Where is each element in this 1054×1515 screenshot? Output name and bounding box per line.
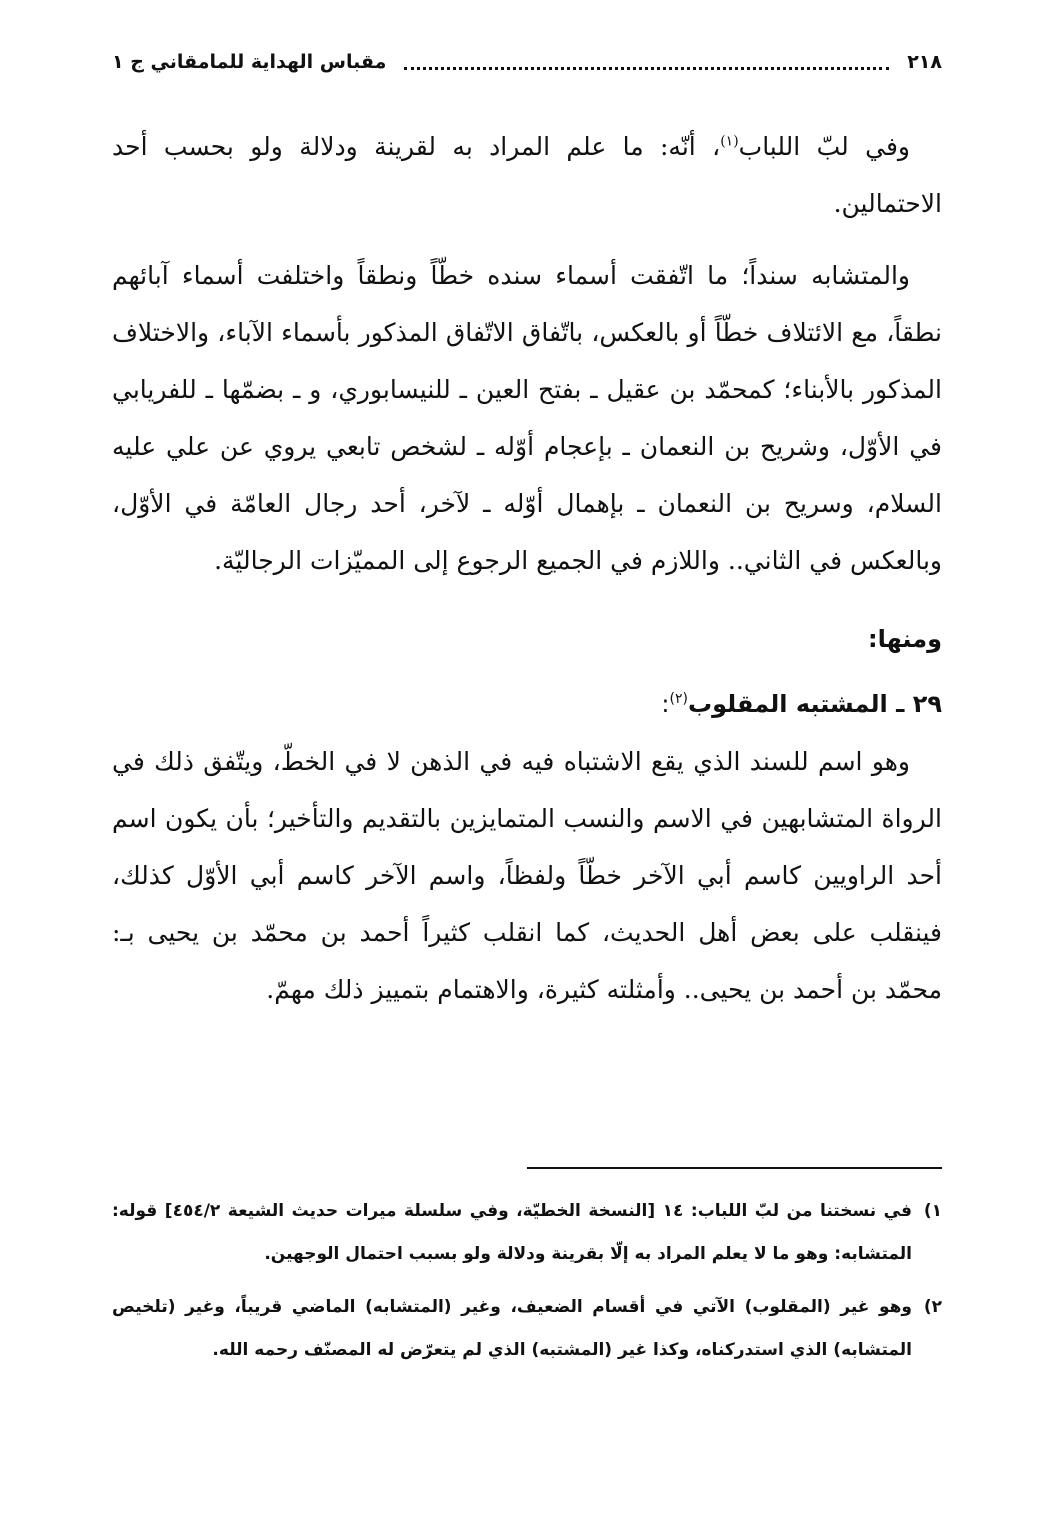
paragraph-maqlub-definition: وهو اسم للسند الذي يقع الاشتباه فيه في الذهن لا في الخطّ، ويتّفق ذلك في الرواة المتشابهين في الاسم والنسب المتمايزين بالتقديم والتأخير؛ بأن يكون اسم أحد الراويين كاسم أبي الآخر خطّاً ولفظاً، واسم الآخر كاسم أبي الأوّل كذلك، فينقلب على بعض أهل الحديث، كما انقلب كثيراً أحمد بن محمّد بن يحيى بـ: محمّد بن أحمد بن يحيى.. وأمثلته كثيرة، والاهتمام بتمييز ذلك مهمّ. — [112, 747, 942, 1004]
main-text — [112, 118, 942, 1033]
paragraph-lubb-al-lubab — [112, 118, 942, 232]
footnote-ref-2: (٢) — [669, 691, 688, 707]
page-header — [112, 42, 942, 82]
section-title-colon: : — [661, 690, 670, 718]
page-number: ٢١٨ — [907, 51, 942, 73]
footnote-2 — [112, 1286, 942, 1372]
footnote-number: ١) — [923, 1201, 942, 1221]
footnote-ref-1: (١) — [720, 133, 739, 150]
subheading-wa-minha: ومنها: — [867, 625, 942, 653]
paragraph-mutashabih-sanadan: والمتشابه سنداً؛ ما اتّفقت أسماء سنده خطّاً ونطقاً واختلفت أسماء آبائهم نطقاً، مع الائتلاف خطّاً أو بالعكس، باتّفاق الاتّفاق المذكور بأسماء الآباء، والاختلاف المذكور بالأبناء؛ كمحمّد بن عقيل ـ بفتح العين ـ للنيسابوري، و ـ بضمّها ـ للفريابي في الأوّل، وشريح بن النعمان ـ بإعجام أوّله ـ لشخص تابعي يروي عن علي عليه السلام، وسريح بن النعمان ـ بإهمال أوّله ـ لآخر، أحد رجال العامّة في الأوّل، وبالعكس في الثاني.. واللازم في الجميع الرجوع إلى المميّزات الرجاليّة. — [112, 261, 942, 575]
footnote-1 — [112, 1190, 942, 1276]
footnote-divider — [527, 1167, 942, 1169]
header-dotted-leader — [404, 67, 889, 70]
paragraph-1-rest: ، أنّه: ما علم المراد به لقرينة ودلالة ولو بحسب أحد الاحتمالين. — [112, 132, 942, 218]
section-title-29 — [112, 676, 942, 733]
paragraph-1-start: وفي لبّ اللباب — [738, 132, 910, 161]
footnotes — [112, 1190, 942, 1382]
footnote-text: وهو غير (المقلوب) الآتي في أقسام الضعيف، وغير (المتشابه) الماضي قريباً، وغير (تلخيص المتشابه) الذي استدركناه، وكذا غير (المشتبه) الذي لم يتعرّض له المصنّف رحمه الله. — [112, 1297, 912, 1360]
running-title: مقباس الهداية للمامقاني ج ١ — [112, 51, 387, 73]
footnote-number: ٢) — [923, 1297, 942, 1317]
footnote-text: في نسختنا من لبّ اللباب: ١٤ [النسخة الخطيّة، وفي سلسلة ميرات حديث الشيعة ٤٥٤/٢] قوله: المتشابه: وهو ما لا يعلم المراد به إلّا بقرينة ودلالة ولو بسبب احتمال الوجهين. — [112, 1201, 913, 1264]
section-title-text: ٢٩ ـ المشتبه المقلوب — [687, 690, 942, 718]
